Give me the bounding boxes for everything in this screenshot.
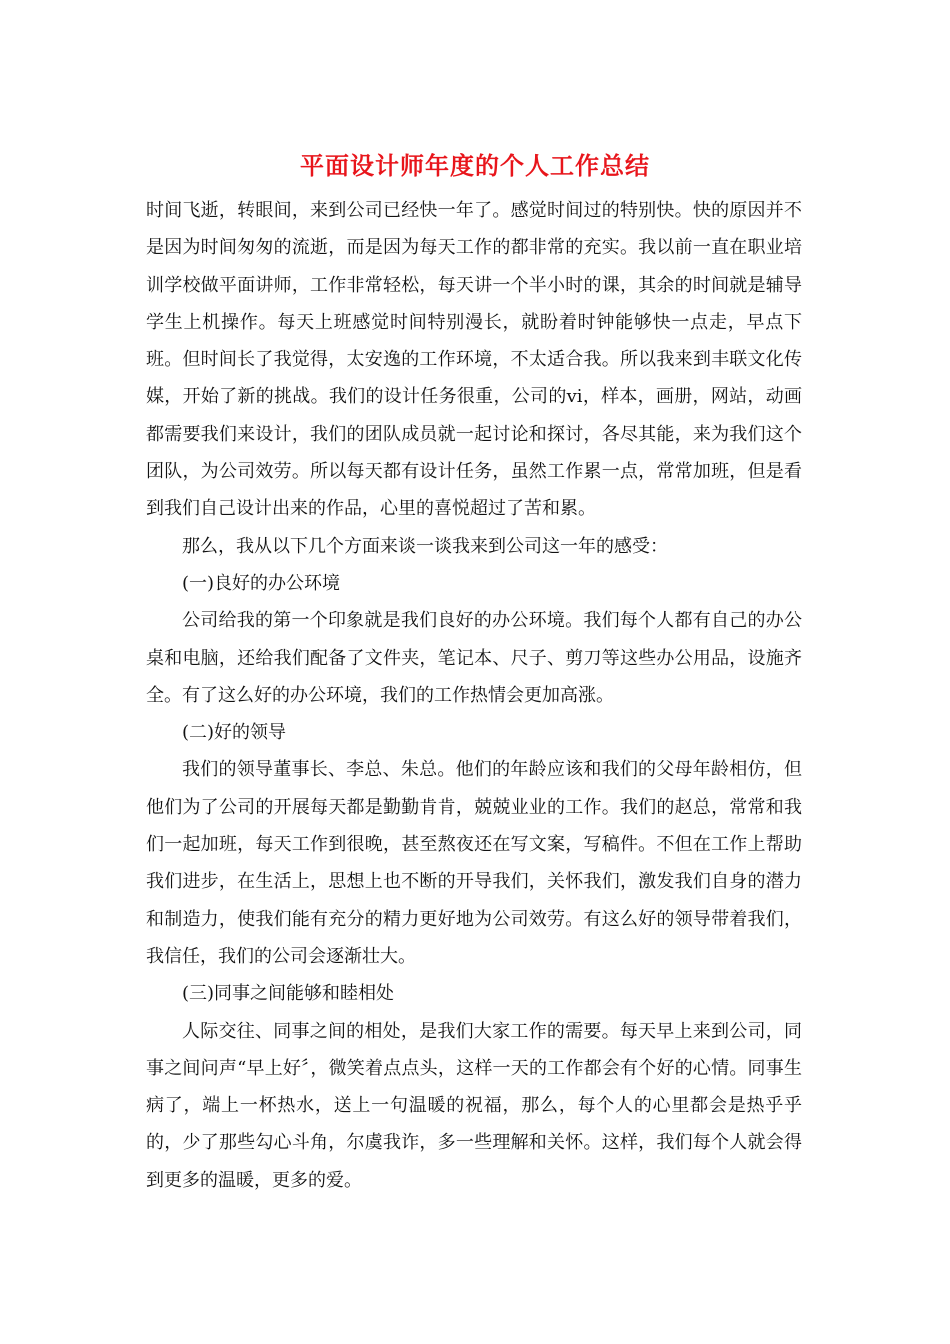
document-body xyxy=(146,192,802,1199)
section-heading-colleagues: (三)同事之间能够和睦相处 xyxy=(182,983,395,1005)
paragraph-intro: 时间飞逝，转眼间，来到公司已经快一年了。感觉时间过的特别快。快的原因并不是因为时间匆匆的流逝，而是因为每天工作的都非常的充实。我以前一直在职业培训学校做平面讲师，工作非常轻松，每天讲一个半小时的课，其余的时间就是辅导学生上机操作。每天上班感觉时间特别漫长，就盼着时钟能够快一点走，早点下班。但时间长了我觉得，太安逸的工作环境，不太适合我。所以我来到丰联文化传媒，开始了新的挑战。我们的设计任务很重，公司的vi，样本，画册，网站，动画都需要我们来设计，我们的团队成员就一起讨论和探讨，各尽其能，来为我们这个团队，为公司效劳。所以每天都有设计任务，虽然工作累一点，常常加班，但是看到我们自己设计出来的作品，心里的喜悦超过了苦和累。 xyxy=(146,200,802,520)
paragraph-colleagues: 人际交往、同事之间的相处，是我们大家工作的需要。每天早上来到公司，同事之间问声“早上好〞，微笑着点点头，这样一天的工作都会有个好的心情。同事生病了，端上一杯热水，送上一句温暖的祝福，那么，每个人的心里都会是热乎乎的，少了那些勾心斗角，尔虞我诈，多一些理解和关怀。这样，我们每个人就会得到更多的温暖，更多的爱。 xyxy=(146,1020,802,1191)
paragraph-overview: 那么，我从以下几个方面来谈一谈我来到公司这一年的感受： xyxy=(182,535,668,557)
section-heading-leadership: (二)好的领导 xyxy=(182,722,287,744)
paragraph-leadership: 我们的领导董事长、李总、朱总。他们的年龄应该和我们的父母年龄相仿，但他们为了公司的开展每天都是勤勤肯肯，兢兢业业的工作。我们的赵总，常常和我们一起加班，每天工作到很晚，甚至熬夜还在写文案，写稿件。不但在工作上帮助我们进步，在生活上，思想上也不断的开导我们，关怀我们，激发我们自身的潜力和制造力，使我们能有充分的精力更好地为公司效劳。有这么好的领导带着我们，我信任，我们的公司会逐渐壮大。 xyxy=(146,759,802,967)
paragraph-office: 公司给我的第一个印象就是我们良好的办公环境。我们每个人都有自己的办公桌和电脑，还给我们配备了文件夹，笔记本、尺子、剪刀等这些办公用品，设施齐全。有了这么好的办公环境，我们的工作热情会更加高涨。 xyxy=(146,610,802,706)
document-title: 平面设计师年度的个人工作总结 xyxy=(300,151,650,180)
section-heading-office: (一)良好的办公环境 xyxy=(182,572,341,594)
